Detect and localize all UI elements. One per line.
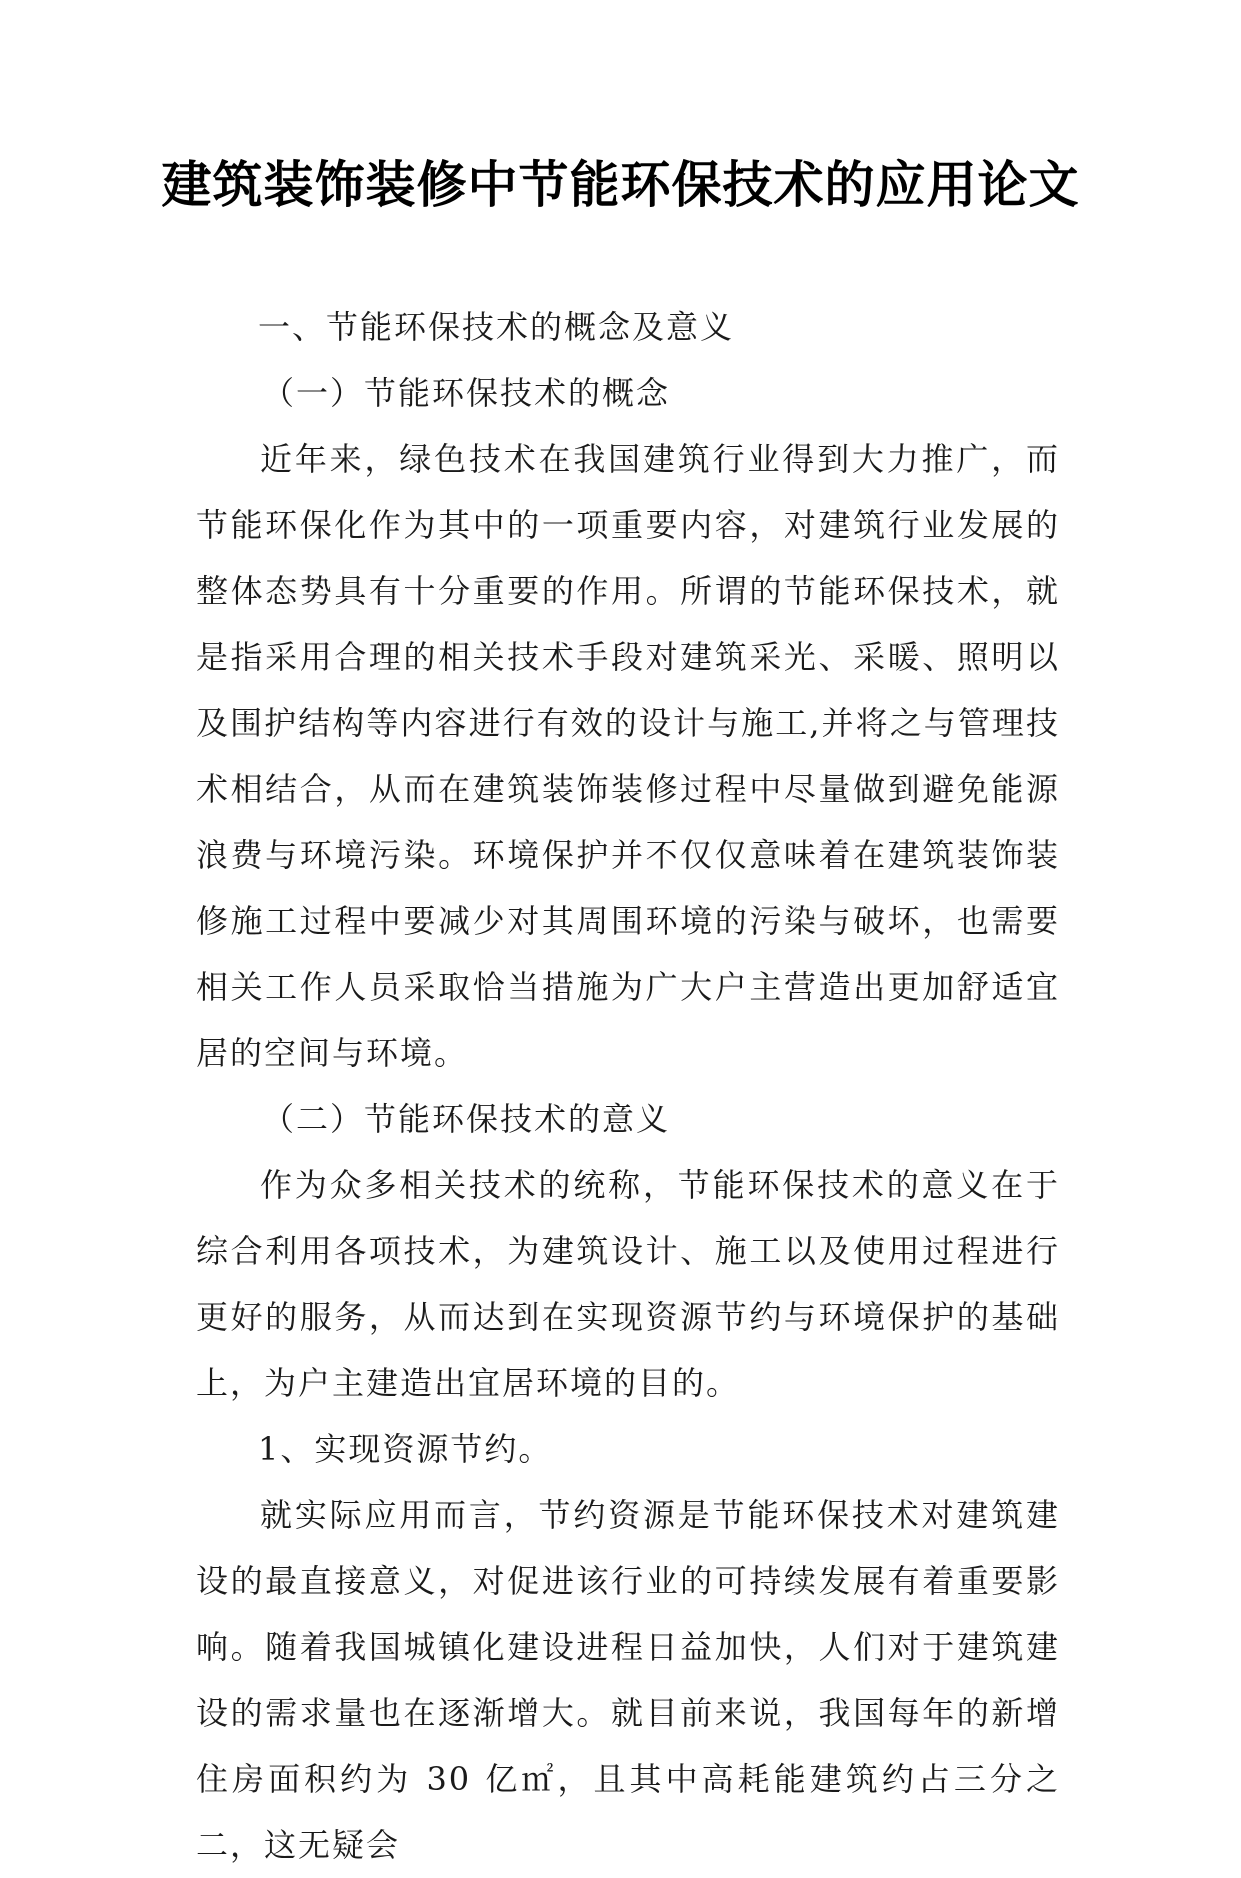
sub-heading-concept: （一）节能环保技术的概念 <box>262 374 671 412</box>
document-title: 建筑装饰装修中节能环保技术的应用论文 <box>161 155 1080 214</box>
paragraph-resource-saving: 就实际应用而言，节约资源是节能环保技术对建筑建设的最直接意义，对促进该行业的可持续发展有着重要影响。随着我国城镇化建设进程日益加快，人们对于建筑建设的需求量也在逐渐增大。就目前来说，我国每年的新增住房面积约为 30 亿㎡，且其中高耗能建筑约占三分之二，这无疑会 <box>196 1496 1060 1864</box>
section-heading-1: 一、节能环保技术的概念及意义 <box>258 308 735 346</box>
sub-heading-significance: （二）节能环保技术的意义 <box>262 1100 671 1138</box>
item-heading-resource-saving: 1、实现资源节约。 <box>258 1430 553 1468</box>
paragraph-concept: 近年来，绿色技术在我国建筑行业得到大力推广，而节能环保化作为其中的一项重要内容，对建筑行业发展的整体态势具有十分重要的作用。所谓的节能环保技术，就是指采用合理的相关技术手段对建筑采光、采暖、照明以及围护结构等内容进行有效的设计与施工,并将之与管理技术相结合，从而在建筑装饰装修过程中尽量做到避免能源浪费与环境污染。环境保护并不仅仅意味着在建筑装饰装修施工过程中要减少对其周围环境的污染与破坏，也需要相关工作人员采取恰当措施为广大户主营造出更加舒适宜居的空间与环境。 <box>196 440 1060 1072</box>
paragraph-significance: 作为众多相关技术的统称，节能环保技术的意义在于综合利用各项技术，为建筑设计、施工以及使用过程进行更好的服务，从而达到在实现资源节约与环境保护的基础上，为户主建造出宜居环境的目的。 <box>196 1166 1060 1402</box>
document-body <box>196 294 1060 1878</box>
